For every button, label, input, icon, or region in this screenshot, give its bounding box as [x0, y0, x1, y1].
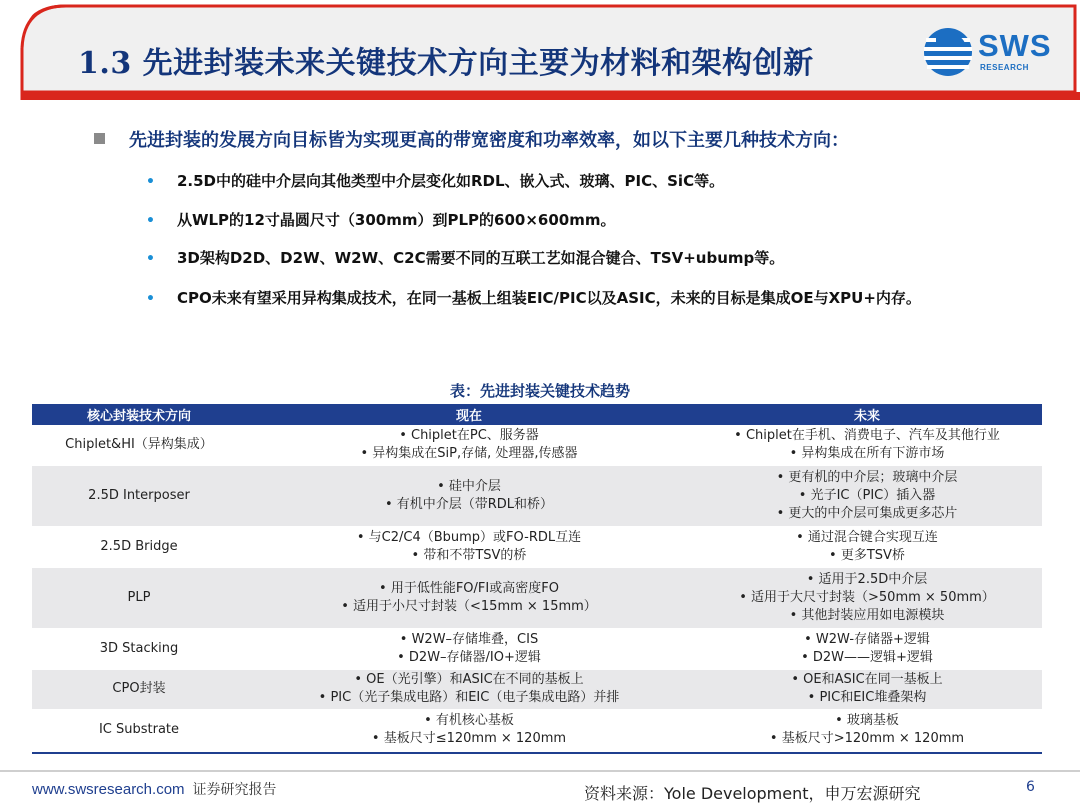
cell-line: • 玻璃基板 — [835, 712, 899, 728]
future-trend-cell — [692, 567, 1042, 628]
cell-line: • 更多TSV桥 — [829, 547, 905, 563]
page-title: 1.3 先进封装未来关键技术方向主要为材料和架构创新 — [78, 46, 814, 81]
current-status-cell — [246, 526, 692, 567]
future-trend-cell — [692, 465, 1042, 526]
table-bottom-rule — [32, 752, 1042, 754]
future-trend-cell — [692, 425, 1042, 465]
cell-line: • W2W–存储堆叠，CIS — [399, 631, 539, 647]
tech-direction-cell: PLP — [32, 567, 246, 628]
report-type: 证券研究报告 — [192, 782, 277, 798]
footer-divider — [0, 770, 1080, 772]
current-status-cell — [246, 465, 692, 526]
table-row — [32, 669, 1042, 709]
current-status-cell — [246, 709, 692, 750]
sub-bullet — [146, 247, 784, 268]
page-number: 6 — [1026, 779, 1035, 795]
lead-bullet-text: 先进封装的发展方向目标皆为实现更高的带宽密度和功率效率，如以下主要几种技术方向： — [129, 130, 849, 151]
dot-bullet-icon: • — [146, 174, 155, 190]
cell-line: • Chiplet在PC、服务器 — [399, 427, 539, 443]
sub-bullet — [146, 209, 616, 230]
cell-line: • 更大的中介层可集成更多芯片 — [776, 505, 958, 521]
source-note: 资料来源：Yole Development，申万宏源研究 — [584, 784, 921, 803]
footer-left — [32, 779, 277, 799]
cell-line: • 光子IC（PIC）插入器 — [798, 487, 936, 503]
dot-bullet-icon: • — [146, 291, 155, 307]
future-trend-cell — [692, 628, 1042, 669]
cell-line: • 基板尺寸≤120mm × 120mm — [371, 730, 567, 746]
current-status-cell — [246, 669, 692, 709]
cell-line: • 异构集成在所有下游市场 — [789, 445, 945, 461]
table-row — [32, 425, 1042, 465]
website-link[interactable]: www.swsresearch.com — [32, 781, 185, 798]
sub-bullet-text: CPO未来有望采用异构集成技术，在同一基板上组装EIC/PIC以及ASIC，未来的目标是集成OE与XPU+内存。 — [176, 289, 921, 307]
table-row — [32, 465, 1042, 526]
tech-direction-cell: 2.5D Bridge — [32, 526, 246, 567]
sws-logo — [922, 26, 1062, 78]
sub-bullet — [146, 287, 921, 308]
dot-bullet-icon: • — [146, 213, 155, 229]
dot-bullet-icon: • — [146, 251, 155, 267]
cell-line: • 带和不带TSV的桥 — [411, 547, 527, 563]
tech-direction-cell: CPO封装 — [32, 669, 246, 709]
sub-bullet-text: 从WLP的12寸晶圆尺寸（300mm）到PLP的600×600mm。 — [176, 211, 616, 229]
current-status-cell — [246, 567, 692, 628]
cell-line: • 其他封装应用如电源模块 — [789, 607, 945, 623]
cell-line: • 与C2/C4（Bbump）或FO-RDL互连 — [356, 529, 582, 545]
tech-direction-cell: 3D Stacking — [32, 628, 246, 669]
tech-direction-cell: 2.5D Interposer — [32, 465, 246, 526]
cell-line: • 有机中介层（带RDL和桥） — [384, 496, 554, 512]
future-trend-cell — [692, 526, 1042, 567]
sws-globe-icon — [922, 26, 974, 78]
sub-bullet — [146, 170, 724, 191]
cell-line: • 更有机的中介层；玻璃中介层 — [776, 469, 958, 485]
cell-line: • PIC和EIC堆叠架构 — [807, 690, 927, 705]
sub-bullet-text: 3D架构D2D、D2W、W2W、C2C需要不同的互联工艺如混合键合、TSV+ubump等。 — [176, 249, 785, 267]
cell-line: • Chiplet在手机、消费电子、汽车及其他行业 — [734, 427, 1000, 443]
tech-direction-cell: IC Substrate — [32, 709, 246, 750]
cell-line: • 用于低性能FO/FI或高密度FO — [379, 580, 559, 596]
cell-line: • D2W–存储器/IO+逻辑 — [397, 649, 541, 665]
slide-header — [0, 0, 1080, 110]
tech-trend-table — [32, 404, 1042, 751]
future-trend-cell — [692, 669, 1042, 709]
cell-line: • 适用于大尺寸封装（>50mm × 50mm） — [739, 589, 995, 605]
logo-subtext: RESEARCH — [980, 63, 1029, 72]
cell-line: • 有机核心基板 — [424, 712, 514, 728]
table-row — [32, 628, 1042, 669]
table-caption: 表：先进封装关键技术趋势 — [449, 382, 630, 400]
current-status-cell — [246, 628, 692, 669]
table-header-row — [32, 404, 1042, 425]
cell-line: • W2W-存储器+逻辑 — [804, 631, 930, 647]
table-row — [32, 526, 1042, 567]
cell-line: • 通过混合键合实现互连 — [796, 529, 938, 545]
table-row — [32, 709, 1042, 750]
cell-line: • OE和ASIC在同一基板上 — [791, 672, 943, 687]
cell-line: • PIC（光子集成电路）和EIC（电子集成电路）并排 — [318, 690, 620, 705]
current-status-cell — [246, 425, 692, 465]
lead-bullet — [94, 126, 849, 152]
sub-bullet-text: 2.5D中的硅中介层向其他类型中介层变化如RDL、嵌入式、玻璃、PIC、SiC等。 — [176, 172, 725, 190]
future-trend-cell — [692, 709, 1042, 750]
cell-line: • OE（光引擎）和ASIC在不同的基板上 — [354, 672, 584, 687]
column-header: 核心封装技术方向 — [32, 404, 246, 425]
cell-line: • 异构集成在SiP,存储, 处理器,传感器 — [360, 445, 578, 461]
column-header: 现在 — [246, 404, 692, 425]
cell-line: • 适用于2.5D中介层 — [806, 571, 928, 587]
square-bullet-icon — [94, 133, 105, 144]
table-row — [32, 567, 1042, 628]
cell-line: • 基板尺寸>120mm × 120mm — [769, 730, 965, 746]
column-header: 未来 — [692, 404, 1042, 425]
cell-line: • D2W——逻辑+逻辑 — [801, 649, 933, 665]
cell-line: • 适用于小尺寸封装（<15mm × 15mm） — [341, 598, 597, 614]
logo-wordmark: SWS — [978, 28, 1052, 63]
tech-direction-cell: Chiplet&HI（异构集成） — [32, 425, 246, 465]
cell-line: • 硅中介层 — [437, 478, 501, 494]
